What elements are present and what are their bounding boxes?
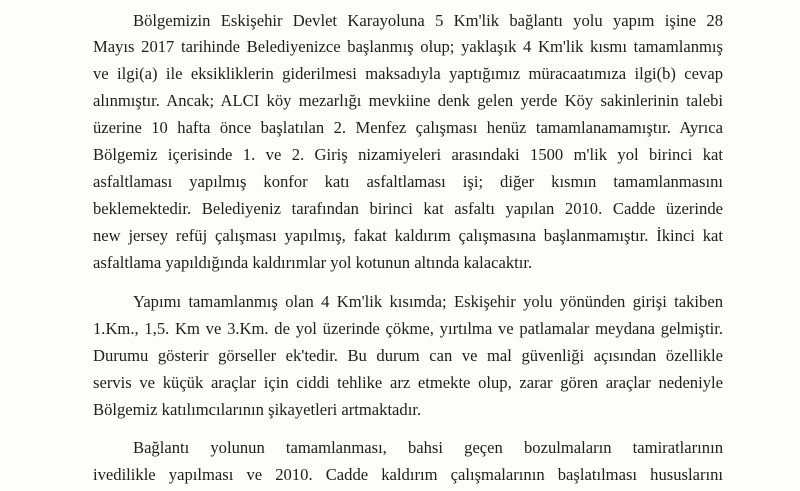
paragraph-1-line-5: üzerine 10 hafta önce başlatılan 2. Menfez çalışması henüz tamamlanamamıştır. Ayrıca bbox=[93, 118, 723, 137]
paragraph-1-line-4: alınmıştır. Ancak; ALCI köy mezarlığı mevkiine denk gelen yerde Köy sakinlerinin talebi bbox=[93, 91, 723, 110]
paragraph-1-line-6: Bölgemiz içerisinde 1. ve 2. Giriş nizamiyeleri arasındaki 1500 m'lik yol birinci kat bbox=[93, 145, 723, 164]
paragraph-1-line-1: Bölgemizin Eskişehir Devlet Karayoluna 5 Km'lik bağlantı yolu yapım işine 28 bbox=[133, 11, 723, 30]
paragraph-2-line-1: Yapımı tamamlanmış olan 4 Km'lik kısımda; Eskişehir yolu yönünden girişi takiben bbox=[133, 292, 723, 311]
paragraph-3-line-2: ivedilikle yapılması ve 2010. Cadde kaldırım çalışmalarının başlatılması hususlarını bbox=[93, 465, 723, 484]
paragraph-1-line-8: beklemektedir. Belediyeniz tarafından birinci kat asfaltı yapılan 2010. Cadde üzerinde bbox=[93, 199, 723, 218]
paragraph-1-line-3: ve ilgi(a) ile eksikliklerin giderilmesi maksadıyla yaptığımız müracaatımıza ilgi(b) cevap bbox=[93, 64, 723, 83]
paragraph-1-line-2: Mayıs 2017 tarihinde Belediyenizce başlanmış olup; yaklaşık 4 Km'lik kısmı tamamlanmış bbox=[93, 37, 723, 56]
paragraph-1-line-7: asfaltlaması yapılmış konfor katı asfaltlaması işi; diğer kısmın tamamlanmasını bbox=[93, 172, 723, 191]
paragraph-2-line-5: Bölgemiz katılımcılarının şikayetleri artmaktadır. bbox=[93, 400, 422, 419]
paragraph-3-line-1: Bağlantı yolunun tamamlanması, bahsi geçen bozulmaların tamiratlarının bbox=[133, 438, 723, 457]
paragraph-2-line-4: servis ve küçük araçlar için ciddi tehlike arz etmekte olup, zarar gören araçlar nedeniyle bbox=[93, 373, 723, 392]
paragraph-1-line-10: asfaltlama yapıldığında kaldırımlar yol kotunun altında kalacaktır. bbox=[93, 253, 533, 272]
paragraph-1-line-9: new jersey refüj çalışması yapılmış, fakat kaldırım çalışmasına başlanmamıştır. İkinci kat bbox=[93, 226, 723, 245]
paragraph-2-line-2: 1.Km., 1,5. Km ve 3.Km. de yol üzerinde çökme, yırtılma ve patlamalar meydana gelmiştir. bbox=[93, 319, 723, 338]
paragraph-2-line-3: Durumu gösterir görseller ek'tedir. Bu durum can ve mal güvenliği açısından özellikle bbox=[93, 346, 723, 365]
